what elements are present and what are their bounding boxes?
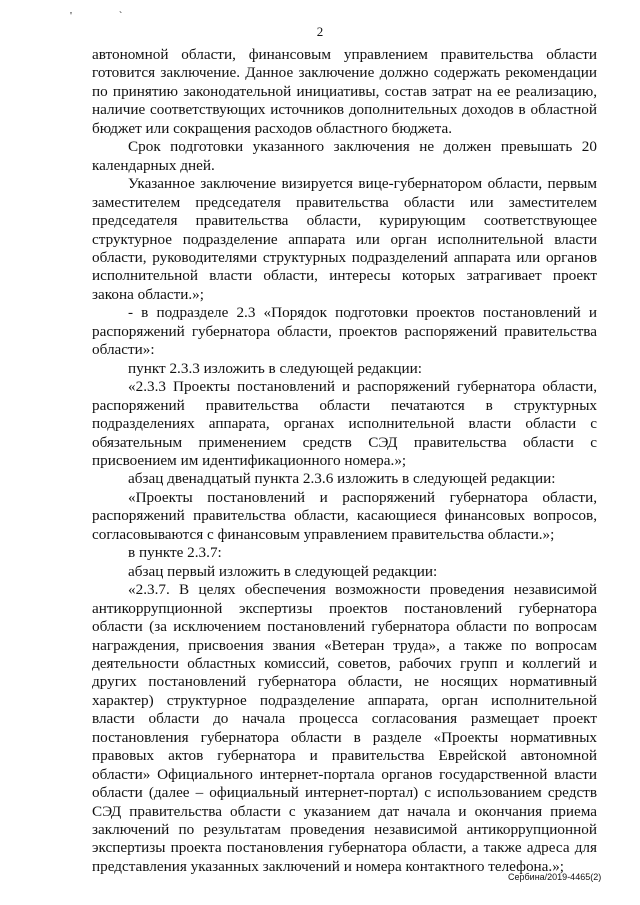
paragraph: автономной области, финансовым управлением правительства области готовится заключение. Данное заключение должно содержать рекомендации по принятию законодательной инициативы, состав затрат на ее реализацию, наличие соответствующих источников дополнительных доходов в областной бюджет или сокращения расходов областного бюджета. <box>92 46 597 137</box>
paragraph: абзац первый изложить в следующей редакции: <box>128 562 438 580</box>
paragraph: «2.3.3 Проекты постановлений и распоряжений губернатора области, распоряжений правительства области печатаются в структурных подразделениях аппарата, органах исполнительной власти области с обязательным применением средств СЭД правительства области с присвоением им идентификационного номера.»; <box>92 378 597 469</box>
document-code: Сербина/2019-4465(2) <box>508 872 602 882</box>
page-number: 2 <box>316 24 324 39</box>
paragraph: «Проекты постановлений и распоряжений губернатора области, распоряжений правительства области, касающиеся финансовых вопросов, согласовываются с финансовым управлением правительства области.»; <box>92 488 597 543</box>
paragraph: - в подразделе 2.3 «Порядок подготовки проектов постановлений и распоряжений губернатора области, проектов распоряжений правительства области»: <box>92 304 597 359</box>
paragraph: пункт 2.3.3 изложить в следующей редакции: <box>128 359 422 377</box>
scan-marks: ' ` <box>70 10 145 22</box>
paragraph: «2.3.7. В целях обеспечения возможности проведения независимой антикоррупционной экспертизы проектов постановлений губернатора области (за исключением постановлений губернатора области по вопросам награждения, присвоения звания «Ветеран труда», а также по вопросам деятельности областных комиссий, советов, рабочих групп и коллегий и других постановлений губернатора области, не носящих нормативный характер) структурное подразделение аппарата, орган исполнительной власти области до начала процесса согласования размещает проект постановления губернатора области в разделе «Проекты нормативных правовых актов губернатора и правительства Еврейской автономной области» Официального интернет-портала органов государственной власти области (далее – официальный интернет-портал) с использованием средств СЭД правительства области с указанием дат начала и окончания приема заключений по результатам проведения независимой антикоррупционной экспертизы проекта постановления губернатора области, а также адреса для представления указанных заключений и номера контактного телефона.»; <box>92 581 597 875</box>
paragraph: в пункте 2.3.7: <box>128 544 222 562</box>
paragraph: Указанное заключение визируется вице-губернатором области, первым заместителем председателя правительства области или заместителем председателя правительства области, курирующим соответствующее структурное подразделение аппарата или орган исполнительной власти области, руководителями структурных подразделений аппарата или органов исполнительной власти области, интересы которых затрагивает проект закона области.»; <box>92 175 597 303</box>
paragraph: Срок подготовки указанного заключения не должен превышать 20 календарных дней. <box>92 138 597 174</box>
paragraph: абзац двенадцатый пункта 2.3.6 изложить в следующей редакции: <box>128 470 556 488</box>
document-body <box>92 46 597 876</box>
